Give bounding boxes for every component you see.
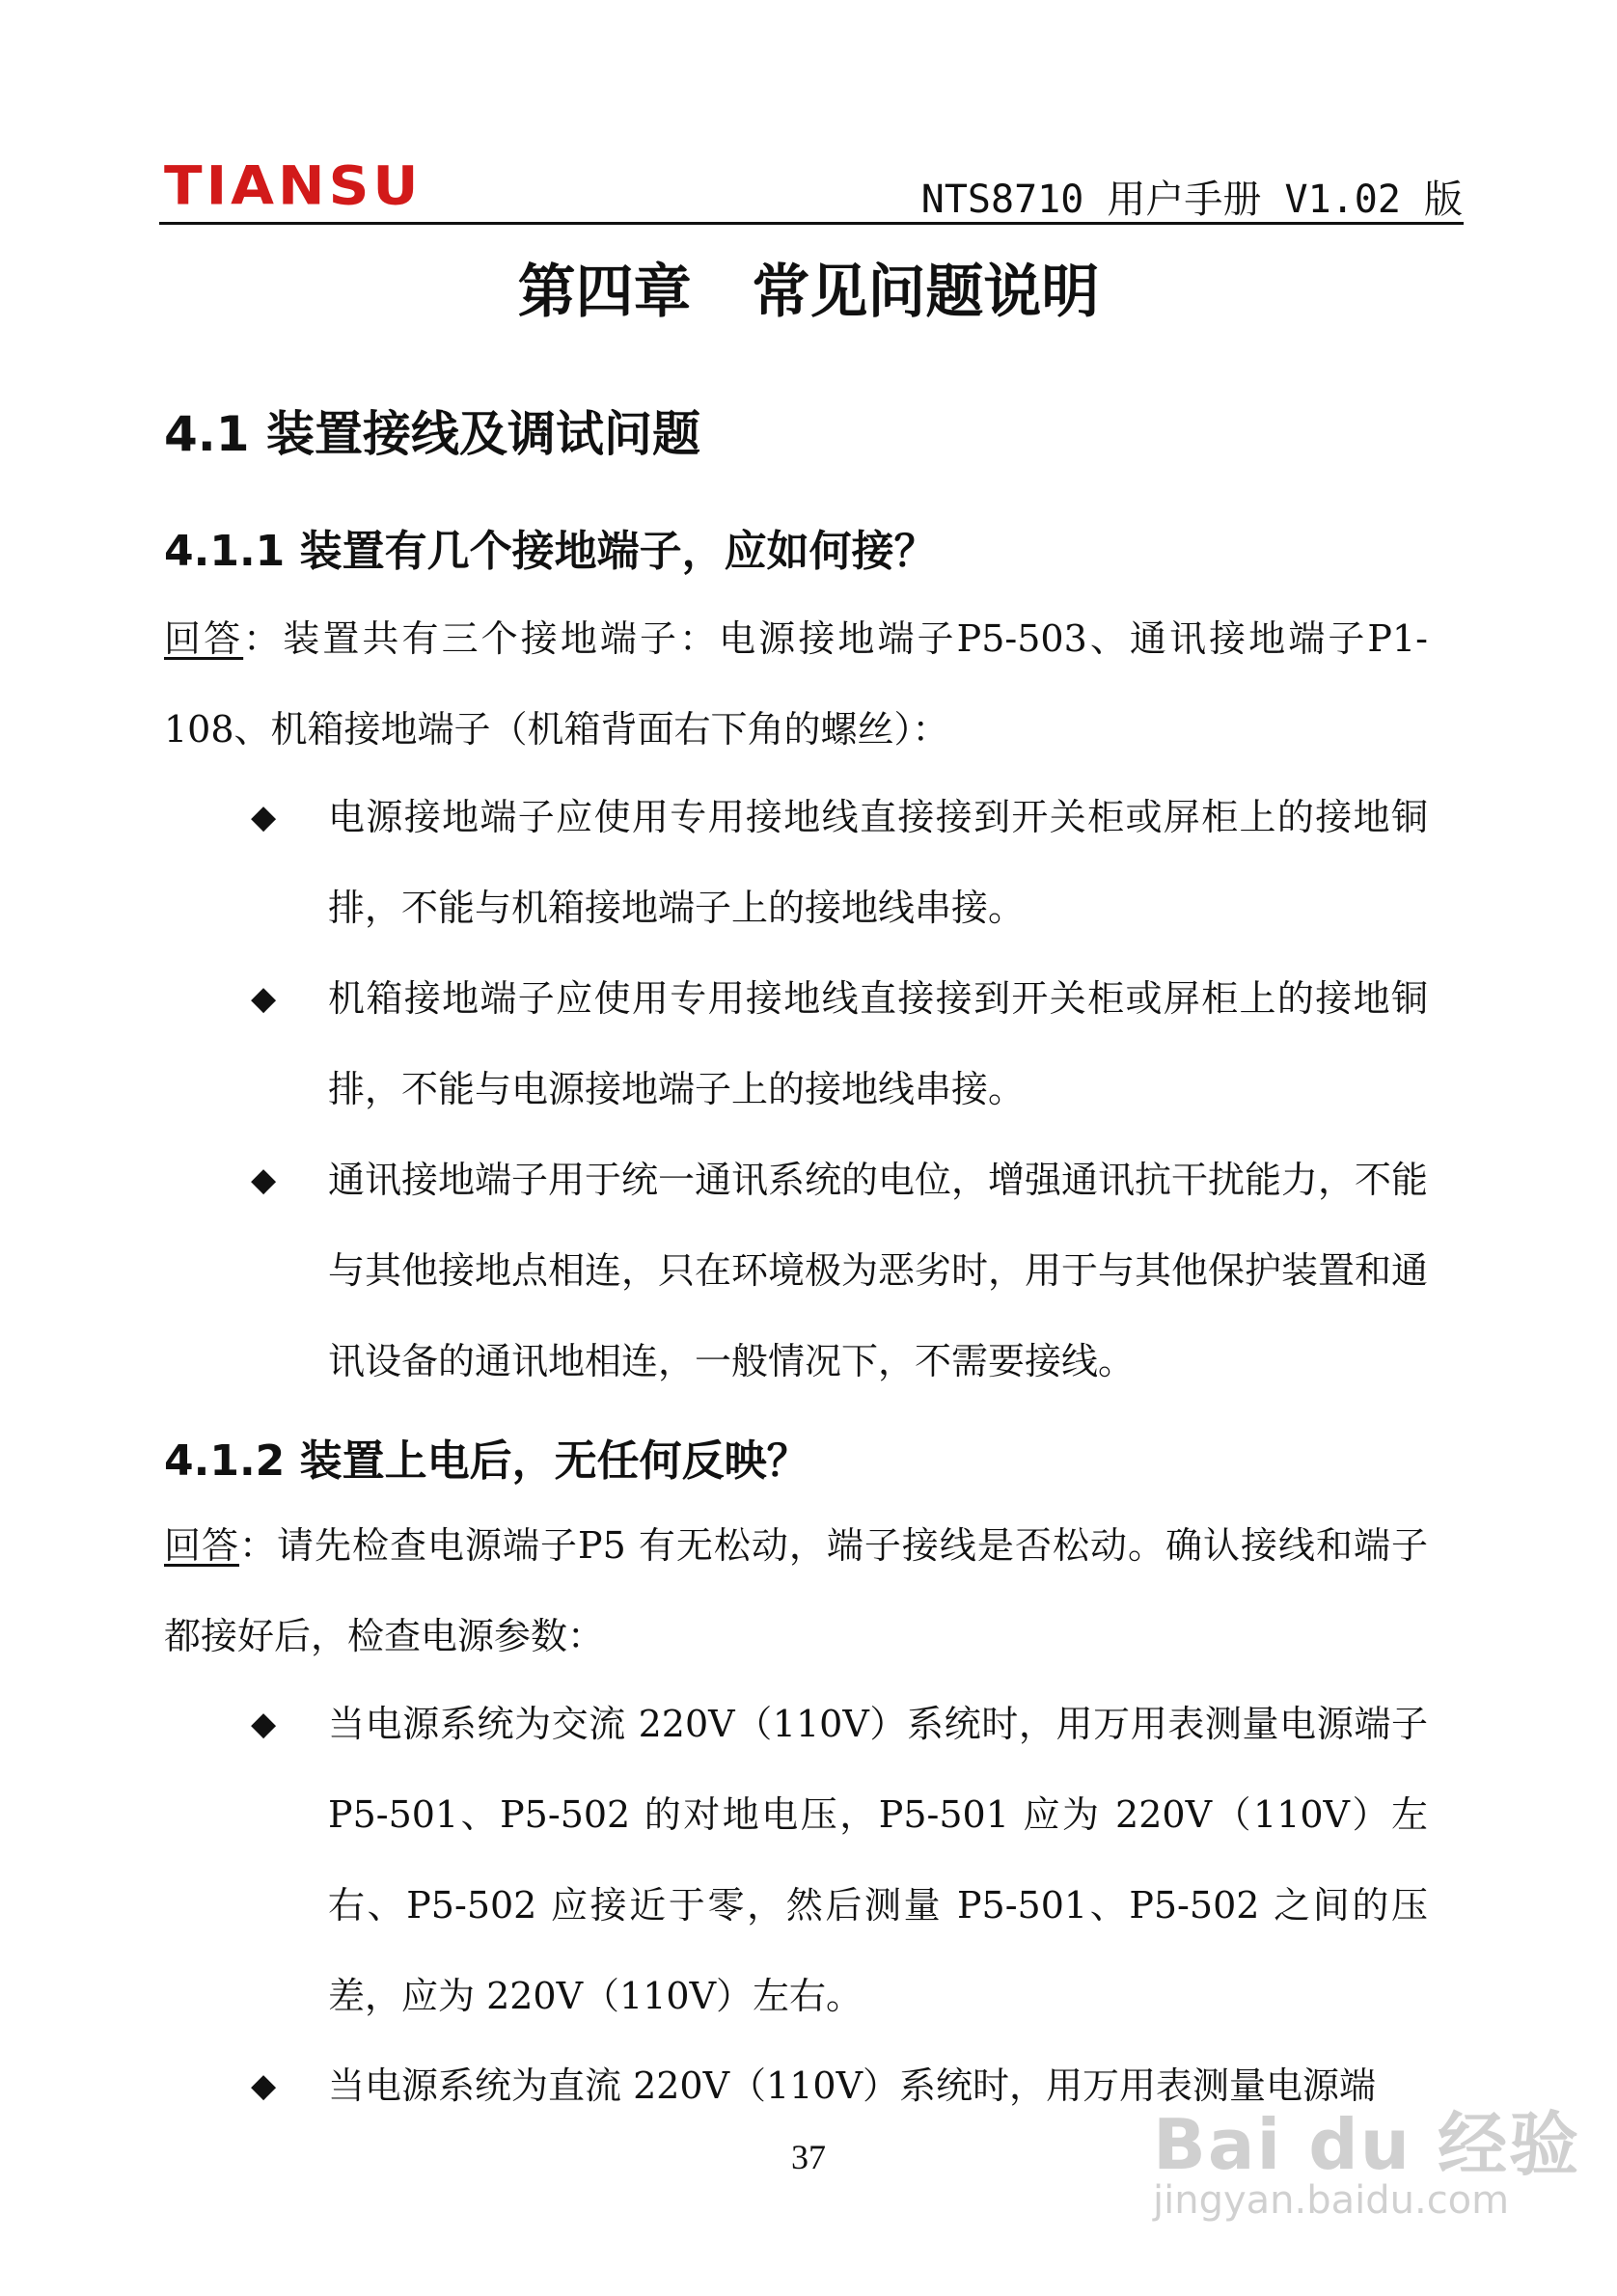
question-1-title: 4.1.1 装置有几个接地端子，应如何接？ — [164, 527, 937, 576]
answer-text: ：装置共有三个接地端子：电源接地端子P5-503、通讯接地端子P1-108、机箱接地端子（机箱背面右下角的螺丝）： — [164, 617, 1428, 751]
question-1-answer — [164, 593, 1428, 775]
tiansu-logo: TIANSU — [164, 154, 423, 217]
page-number: 37 — [791, 2138, 826, 2176]
baidu-watermark: Bai du 经验 — [1153, 2104, 1581, 2185]
bullet-item: 当电源系统为直流 220V（110V）系统时，用万用表测量电源端 — [328, 2064, 1377, 2107]
baidu-watermark-url: jingyan.baidu.com — [1153, 2178, 1510, 2223]
section-title: 4.1 装置接线及调试问题 — [164, 406, 700, 462]
bullet-item: 当电源系统为交流 220V（110V）系统时，用万用表测量电源端子 P5-501、P5-502 的对地电压，P5-501 应为 220V（110V）左右、P5-502 应接近于零，然后测量 P5-501、P5-502 之间的压差，应为 220V（110V）左右。 — [328, 1703, 1428, 2017]
question-2-title: 4.1.2 装置上电后，无任何反映？ — [164, 1436, 809, 1486]
bullet-diamond-icon: ◆ — [251, 798, 277, 836]
question-2-answer — [164, 1500, 1428, 1681]
bullet-diamond-icon: ◆ — [251, 1705, 277, 1743]
bullet-item: 机箱接地端子应使用专用接地线直接接到开关柜或屏柜上的接地铜排，不能与电源接地端子上的接地线串接。 — [328, 977, 1428, 1110]
bullet-item: 电源接地端子应使用专用接地线直接接到开关柜或屏柜上的接地铜排，不能与机箱接地端子上的接地线串接。 — [328, 796, 1428, 929]
answer-text: ：请先检查电源端子P5 有无松动，端子接线是否松动。确认接线和端子都接好后，检查电源参数： — [164, 1524, 1428, 1657]
answer-label: 回答 — [164, 1524, 240, 1567]
bullet-diamond-icon: ◆ — [251, 1161, 277, 1199]
bullet-item: 通讯接地端子用于统一通讯系统的电位，增强通讯抗干扰能力，不能与其他接地点相连，只在环境极为恶劣时，用于与其他保护装置和通讯设备的通讯地相连，一般情况下，不需要接线。 — [328, 1159, 1429, 1382]
answer-label: 回答 — [164, 617, 244, 660]
chapter-title: 第四章 常见问题说明 — [517, 259, 1100, 326]
document-title: NTS8710 用户手册 V1.02 版 — [920, 178, 1463, 222]
bullet-diamond-icon: ◆ — [251, 2066, 277, 2105]
header-divider — [159, 222, 1464, 225]
bullet-diamond-icon: ◆ — [251, 979, 277, 1018]
